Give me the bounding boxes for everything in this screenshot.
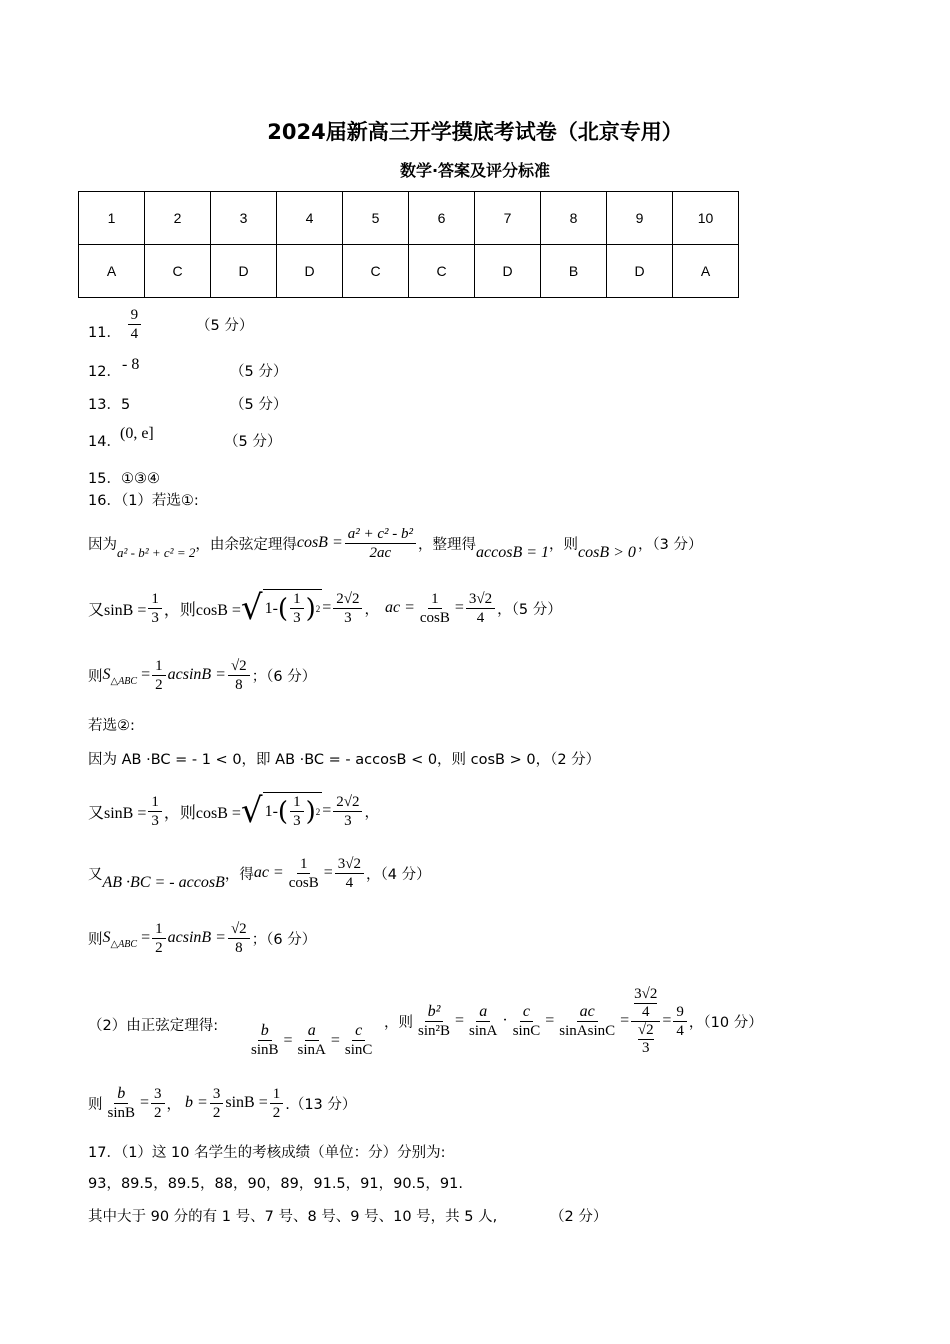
q11-score: （5 分） [196, 318, 254, 334]
question-number-cell: 5 [343, 192, 409, 245]
q16-line3: 则 S △ABC = $\frac{1}{2}$ acsinB = $\frac{√2}{8}$ ；（6 分） [88, 657, 317, 693]
answer-table-answer-row [79, 245, 739, 298]
q12-label: 12． [88, 364, 121, 380]
q16-line4: 因为 AB ·BC = - 1 < 0，即 AB ·BC = - accosB < 0，则 cosB > 0，（2 分） [88, 752, 601, 768]
q12-score: （5 分） [230, 364, 288, 380]
page-title: 2024届新高三开学摸底考试卷（北京专用） [267, 120, 683, 144]
sine-law-expr: $\frac{b}{\sin B}$ = $\frac{a}{\sin A}$ = $\frac{c}{\sin C}$ [251, 1022, 373, 1058]
answer-cell: C [343, 245, 409, 298]
question-number-cell: 3 [211, 192, 277, 245]
q16-line7: 则 S △ABC = $\frac{1}{2}$ acsinB = $\frac{√2}{8}$ ；（6 分） [88, 920, 317, 956]
answer-cell: D [475, 245, 541, 298]
q12-answer: - 8 [122, 356, 140, 373]
q17-intro: 17．（1）这 10 名学生的考核成绩（单位：分）分别为: [88, 1145, 446, 1161]
q16-line6: 又 AB ·BC = - accosB ，得 ac = $\frac{1}{\cos B}$ = $\frac{3√2}{4}$ ，（4 分） [88, 855, 431, 891]
q16-intro: 16．（1）若选①: [88, 493, 199, 509]
q13-score: （5 分） [230, 397, 288, 413]
page-subtitle: 数学·答案及评分标准 [399, 161, 551, 180]
q16-line2: 又sinB = $\frac{1}{3}$ ，则cosB = √ 1- ( $\frac{1}{3}$ ) 2 = $\frac{2√2}{3}$ ， ac = $\frac{1}{\cos B}$ = $\frac{3√2}{4}$ ，（5 分） [88, 588, 562, 628]
answer-cell: D [607, 245, 673, 298]
q15-label: 15．①③④ [88, 471, 160, 487]
answer-table-number-row [79, 192, 739, 245]
question-number-cell: 9 [607, 192, 673, 245]
question-number-cell: 7 [475, 192, 541, 245]
q16-part2-label: （2）由正弦定理得: [88, 1018, 219, 1034]
q17-line3-score: （2 分） [550, 1209, 608, 1225]
answer-cell: A [79, 245, 145, 298]
answer-cell: A [673, 245, 739, 298]
sqrt-icon: √ [240, 791, 263, 831]
q16-line5: 又sinB = $\frac{1}{3}$ ，则cosB = √ 1- ( $\frac{1}{3}$ ) 2 = $\frac{2√2}{3}$ ， [88, 791, 379, 831]
q17-scores: 93，89.5，89.5，88，90，89，91.5，91，90.5，91. [88, 1176, 463, 1192]
question-number-cell: 10 [673, 192, 739, 245]
question-number-cell: 4 [277, 192, 343, 245]
choose-option-2: 若选②: [88, 718, 135, 734]
q16-line1: 因为 a² - b² + c² = 2 ，由余弦定理得 cosB = $\frac{\text{a² + c² - b²}}{2ac}$ ，整理得 accosB = 1 ，则 cosB > 0 ，（3 分） [88, 525, 703, 561]
condition-expr: a² - b² + c² = 2 [117, 545, 196, 560]
q16-part2-line: ，则 $\frac{\text{b²}}{\text{sin²B}}$ = $\frac{a}{\sin A}$ · $\frac{c}{\sin C}$ = $\frac{ac}{\text{sinAsinC}}$ = 3√2 4 √2 3 = $\frac{9}{4}$ ，（10 分） [384, 985, 763, 1056]
q14-score: （5 分） [224, 434, 282, 450]
q13-label: 13．5 [88, 397, 131, 413]
answer-cell: C [409, 245, 475, 298]
question-number-cell: 2 [145, 192, 211, 245]
cosine-law-fraction: $\frac{\text{a² + c² - b²}}{2ac}$ [345, 525, 416, 562]
answer-cell: D [277, 245, 343, 298]
answer-cell: C [145, 245, 211, 298]
complex-fraction: 3√2 4 √2 3 [631, 986, 660, 1057]
q14-answer: (0, e] [120, 425, 154, 442]
sqrt-icon: √ [240, 588, 263, 628]
q17-line3: 其中大于 90 分的有 1 号、7 号、8 号、9 号、10 号，共 5 人, [88, 1209, 498, 1225]
answer-table [78, 191, 739, 298]
answer-cell: D [211, 245, 277, 298]
answer-cell: B [541, 245, 607, 298]
q11-label: 11． [88, 324, 121, 341]
q16-line9: 则 $\frac{b}{\sin B}$ = $\frac{3}{2}$ ， b = $\frac{3}{2}$ sinB = $\frac{1}{2}$ .（13 分） [88, 1084, 357, 1121]
q14-label: 14． [88, 434, 121, 450]
question-number-cell: 8 [541, 192, 607, 245]
question-number-cell: 6 [409, 192, 475, 245]
q11-line [88, 306, 143, 343]
q11-fraction: $\frac{9}{4}$ [128, 306, 142, 343]
question-number-cell: 1 [79, 192, 145, 245]
